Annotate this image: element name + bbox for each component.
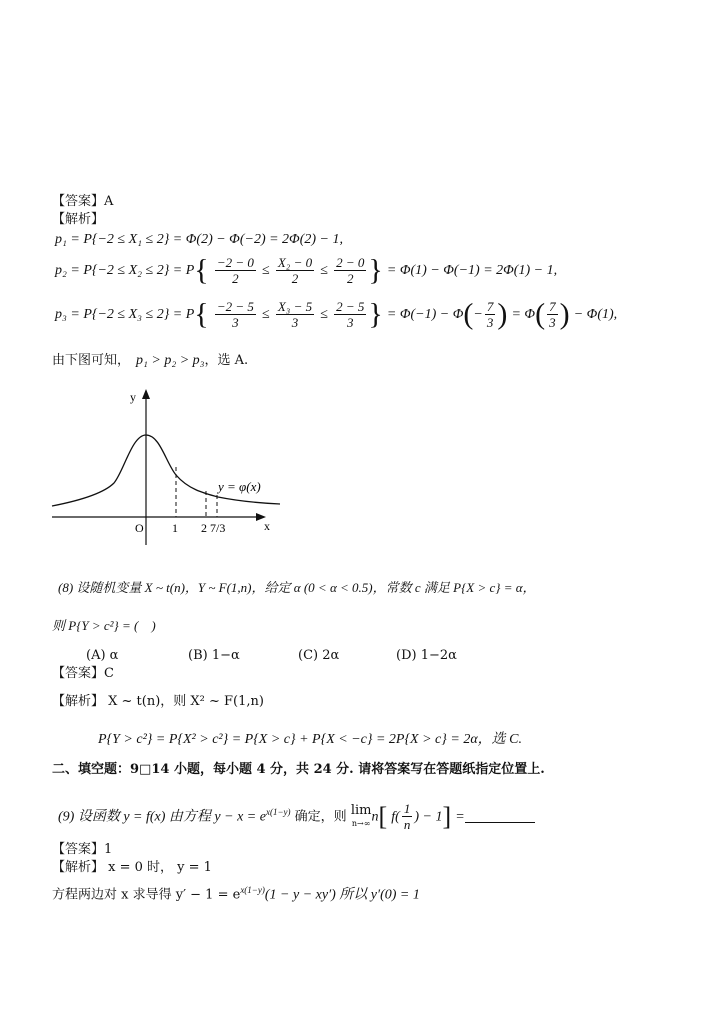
density-curve [52,435,280,506]
p2-frac-2: $\frac{\text{X₂ − 0}}{2}$ [277,255,313,286]
equation-p1: p₁ = P{−2 ≤ X₁ ≤ 2} = Φ(2) − Φ(−2) = 2Φ(2) − 1, [55,232,343,247]
brace-close: } [368,253,383,287]
brace-open: { [194,297,209,331]
y-axis-label: y [130,390,136,404]
p3-frac-1: $\frac{-2 - 5}{3}$ [216,299,254,330]
option-c: (C) 2α [298,648,340,663]
conclusion-1: 由下图可知， p₁ > p₂ > p₃，选 A. [52,353,249,368]
tick-label-73: 7/3 [210,521,226,535]
option-a: (A) α [86,648,119,663]
question-8-ask: 则 P{Y > c²} = ( ) [52,618,156,633]
analysis-3: 【解析】 x = 0 时， y = 1 [52,860,212,875]
limit: lim n→∞ [350,802,372,828]
answer-blank[interactable] [465,810,535,823]
option-d: (D) 1−2α [396,648,457,663]
q9-frac: $\frac{1}{n}$ [403,801,411,833]
curve-label: y = φ(x) [218,479,261,494]
p2-left: p₂ = P{−2 ≤ X₂ ≤ 2} = P [55,263,195,278]
p3-end: − Φ(1), [573,307,618,322]
p3-frac-2: $\frac{\text{X₃ − 5}}{3}$ [277,299,313,330]
equation-p3: p₃ = P{−2 ≤ X₃ ≤ 2} = P{ $\frac{-2 - 5}{3}$ ≤ $\frac{\text{X₃ − 5}}{3}$ ≤ $\frac{2 - 5}{3}$ } = Φ(−1) − Φ(− $\frac{7}{3}$ ) = Φ( $\frac{7}{3}$ ) − Φ(1), [55,297,618,331]
p3-mid: = Φ(−1) − Φ [386,307,464,322]
p3-mid2: = Φ [511,307,536,322]
answer-label-3: 【答案】1 [52,842,113,857]
density-graph [48,385,284,553]
p3-left: p₃ = P{−2 ≤ X₃ ≤ 2} = P [55,307,195,322]
derivation-3: 方程两边对 x 求导得 $y' - 1 = e^{x(1-y)}(1 - y - xy')$ 所以 y′(0) = 1 [52,885,420,903]
tick-label-2: 2 [201,521,207,535]
equation-p2: p₂ = P{−2 ≤ X₂ ≤ 2} = P{ $\frac{-2 - 0}{2}$ ≤ $\frac{\text{X₂ − 0}}{2}$ ≤ $\frac{2 - 0}{2}$ } = Φ(1) − Φ(−1) = 2Φ(1) − 1, [55,253,558,287]
analysis-label-1: 【解析】 [52,212,105,227]
p2-right: = Φ(1) − Φ(−1) = 2Φ(1) − 1, [386,263,558,278]
origin-label: O [135,521,144,535]
derivation-2: P{Y > c²} = P{X² > c²} = P{X > c} + P{X < −c} = 2P{X > c} = 2α，选 C. [98,732,523,747]
p2-frac-1: $\frac{-2 - 0}{2}$ [216,255,254,286]
p3-frac-4: $\frac{7}{3}$ [486,299,494,330]
analysis-2: 【解析】 X ~ t(n)，则 X² ~ F(1,n) [52,694,264,709]
question-9: (9) 设函数 y = f(x) 由方程 $y - x = e^{x(1-y)}$ 确定，则 lim n→∞ n[ f( $\frac{1}{n}$ ) − 1] = [58,790,535,839]
option-b: (B) 1−α [188,648,240,663]
p2-frac-3: $\frac{2 - 0}{2}$ [336,255,365,286]
section-title-2: 二、填空题：9□14 小题，每小题 4 分，共 24 分. 请将答案写在答题纸指定位置上. [52,762,545,777]
y-axis-arrow [142,389,150,399]
question-8: (8) 设随机变量 X ~ t(n)，Y ~ F(1,n)，给定 α (0 < α < 0.5)，常数 c 满足 P{X > c} = α， [58,580,536,595]
tick-label-1: 1 [172,521,178,535]
answer-label-2: 【答案】C [52,666,114,681]
p3-frac-5: $\frac{7}{3}$ [549,299,556,330]
p3-frac-3: $\frac{2 - 5}{3}$ [336,299,365,330]
brace-close: } [368,297,383,331]
x-axis-label: x [264,519,270,533]
answer-label-1: 【答案】A [52,194,114,209]
brace-open: { [194,253,209,287]
